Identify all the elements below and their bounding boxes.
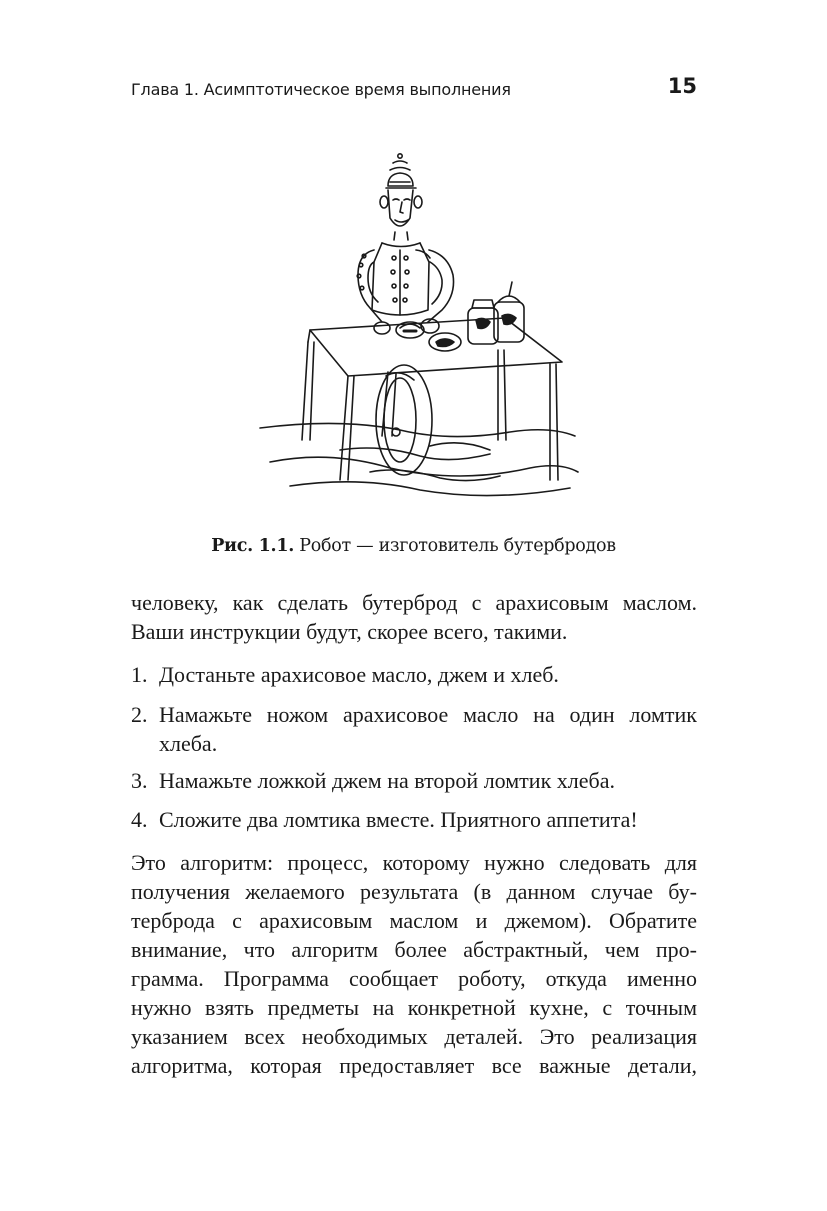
list-number: 3.: [131, 768, 148, 793]
text-line: терброда с арахисовым маслом и джемом). Обратите: [131, 908, 697, 933]
list-text: хлеба.: [159, 731, 218, 756]
list-number: 1.: [131, 662, 148, 687]
text-line: Ваши инструкции будут, скорее всего, такими.: [131, 619, 568, 644]
list-number: 2.: [131, 702, 148, 727]
text-line: указанием всех необходимых деталей. Это реализация: [131, 1024, 697, 1049]
intro-paragraph: [131, 588, 697, 646]
list-number: 4.: [131, 807, 148, 832]
list-text: Сложите два ломтика вместе. Приятного аппетита!: [159, 807, 638, 832]
running-head: Глава 1. Асимптотическое время выполнения: [131, 80, 511, 99]
text-line: внимание, что алгоритм более абстрактный, чем про-: [131, 937, 697, 962]
text-line: Это алгоритм: процесс, которому нужно следовать для: [131, 850, 697, 875]
figure-caption-text: Робот — изготовитель бутербродов: [299, 536, 616, 556]
text-line: алгоритма, которая предоставляет все важные детали,: [131, 1053, 697, 1078]
list-text: Достаньте арахисовое масло, джем и хлеб.: [159, 662, 559, 687]
text-line: человеку, как сделать бутерброд с арахисовым маслом.: [131, 590, 697, 615]
algorithm-paragraph: [131, 848, 697, 1080]
figure: [250, 150, 580, 510]
list-text: Намажьте ножом арахисовое масло на один ломтик: [159, 702, 697, 727]
page-number: 15: [667, 74, 697, 98]
list-text: Намажьте ложкой джем на второй ломтик хлеба.: [159, 768, 615, 793]
text-line: грамма. Программа сообщает роботу, откуда именно: [131, 966, 697, 991]
robot-illustration: [250, 150, 580, 510]
figure-caption: [0, 536, 827, 556]
text-line: получения желаемого результата (в данном случае бу-: [131, 879, 697, 904]
text-line: нужно взять предметы на конкретной кухне, с точным: [131, 995, 697, 1020]
figure-caption-label: Рис. 1.1.: [211, 536, 295, 556]
